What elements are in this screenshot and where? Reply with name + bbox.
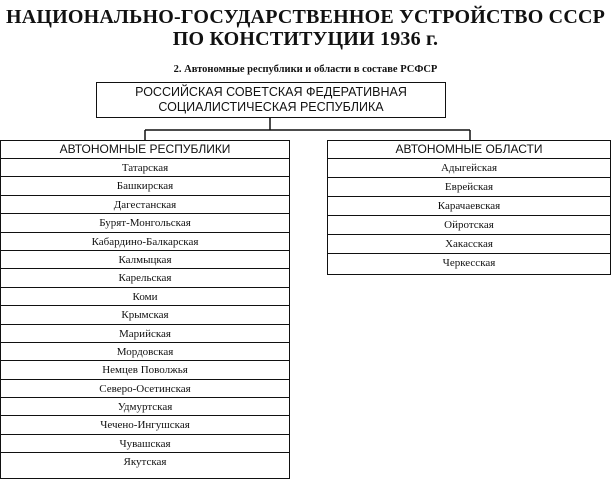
republic-row: Калмыцкая bbox=[1, 251, 289, 269]
oblast-row: Хакасская bbox=[328, 235, 610, 254]
republic-row: Крымская bbox=[1, 306, 289, 324]
diagram-subtitle: 2. Автономные республики и области в составе РСФСР bbox=[173, 64, 438, 75]
title-line-2: ПО КОНСТИТУЦИИ 1936 г. bbox=[172, 28, 439, 50]
republic-row: Удмуртская bbox=[1, 398, 289, 416]
oblast-row: Карачаевская bbox=[328, 197, 610, 216]
republic-row: Татарская bbox=[1, 159, 289, 177]
oblast-row: Адыгейская bbox=[328, 159, 610, 178]
republic-row: Мордовская bbox=[1, 343, 289, 361]
oblast-row: Черкесская bbox=[442, 257, 496, 270]
republic-row: Якутская bbox=[123, 456, 167, 469]
republics-column bbox=[0, 140, 290, 479]
republic-row: Северо-Осетинская bbox=[1, 380, 289, 398]
republic-row: Коми bbox=[1, 288, 289, 306]
oblast-row: Ойротская bbox=[328, 216, 610, 235]
oblasts-column bbox=[327, 140, 611, 275]
republic-row: Чечено-Ингушская bbox=[1, 416, 289, 434]
oblast-row: Еврейская bbox=[328, 178, 610, 197]
title-line-1: НАЦИОНАЛЬНО-ГОСУДАРСТВЕННОЕ УСТРОЙСТВО СССР bbox=[5, 6, 606, 28]
rsfsr-line-1: РОССИЙСКАЯ СОВЕТСКАЯ ФЕДЕРАТИВНАЯ bbox=[135, 85, 407, 99]
republics-list bbox=[1, 159, 289, 472]
republic-row: Бурят-Монгольская bbox=[1, 214, 289, 232]
republics-header: АВТОНОМНЫЕ РЕСПУБЛИКИ bbox=[1, 141, 289, 159]
republic-row: Чувашская bbox=[1, 435, 289, 453]
republic-row: Дагестанская bbox=[1, 196, 289, 214]
republic-row: Марийская bbox=[1, 325, 289, 343]
republic-row: Башкирская bbox=[1, 177, 289, 195]
republic-row: Карельская bbox=[1, 269, 289, 287]
rsfsr-line-2: СОЦИАЛИСТИЧЕСКАЯ РЕСПУБЛИКА bbox=[158, 100, 384, 114]
republic-row: Кабардино-Балкарская bbox=[1, 233, 289, 251]
republic-row: Немцев Поволжья bbox=[1, 361, 289, 379]
oblasts-header: АВТОНОМНЫЕ ОБЛАСТИ bbox=[328, 141, 610, 159]
oblasts-list bbox=[328, 159, 610, 274]
